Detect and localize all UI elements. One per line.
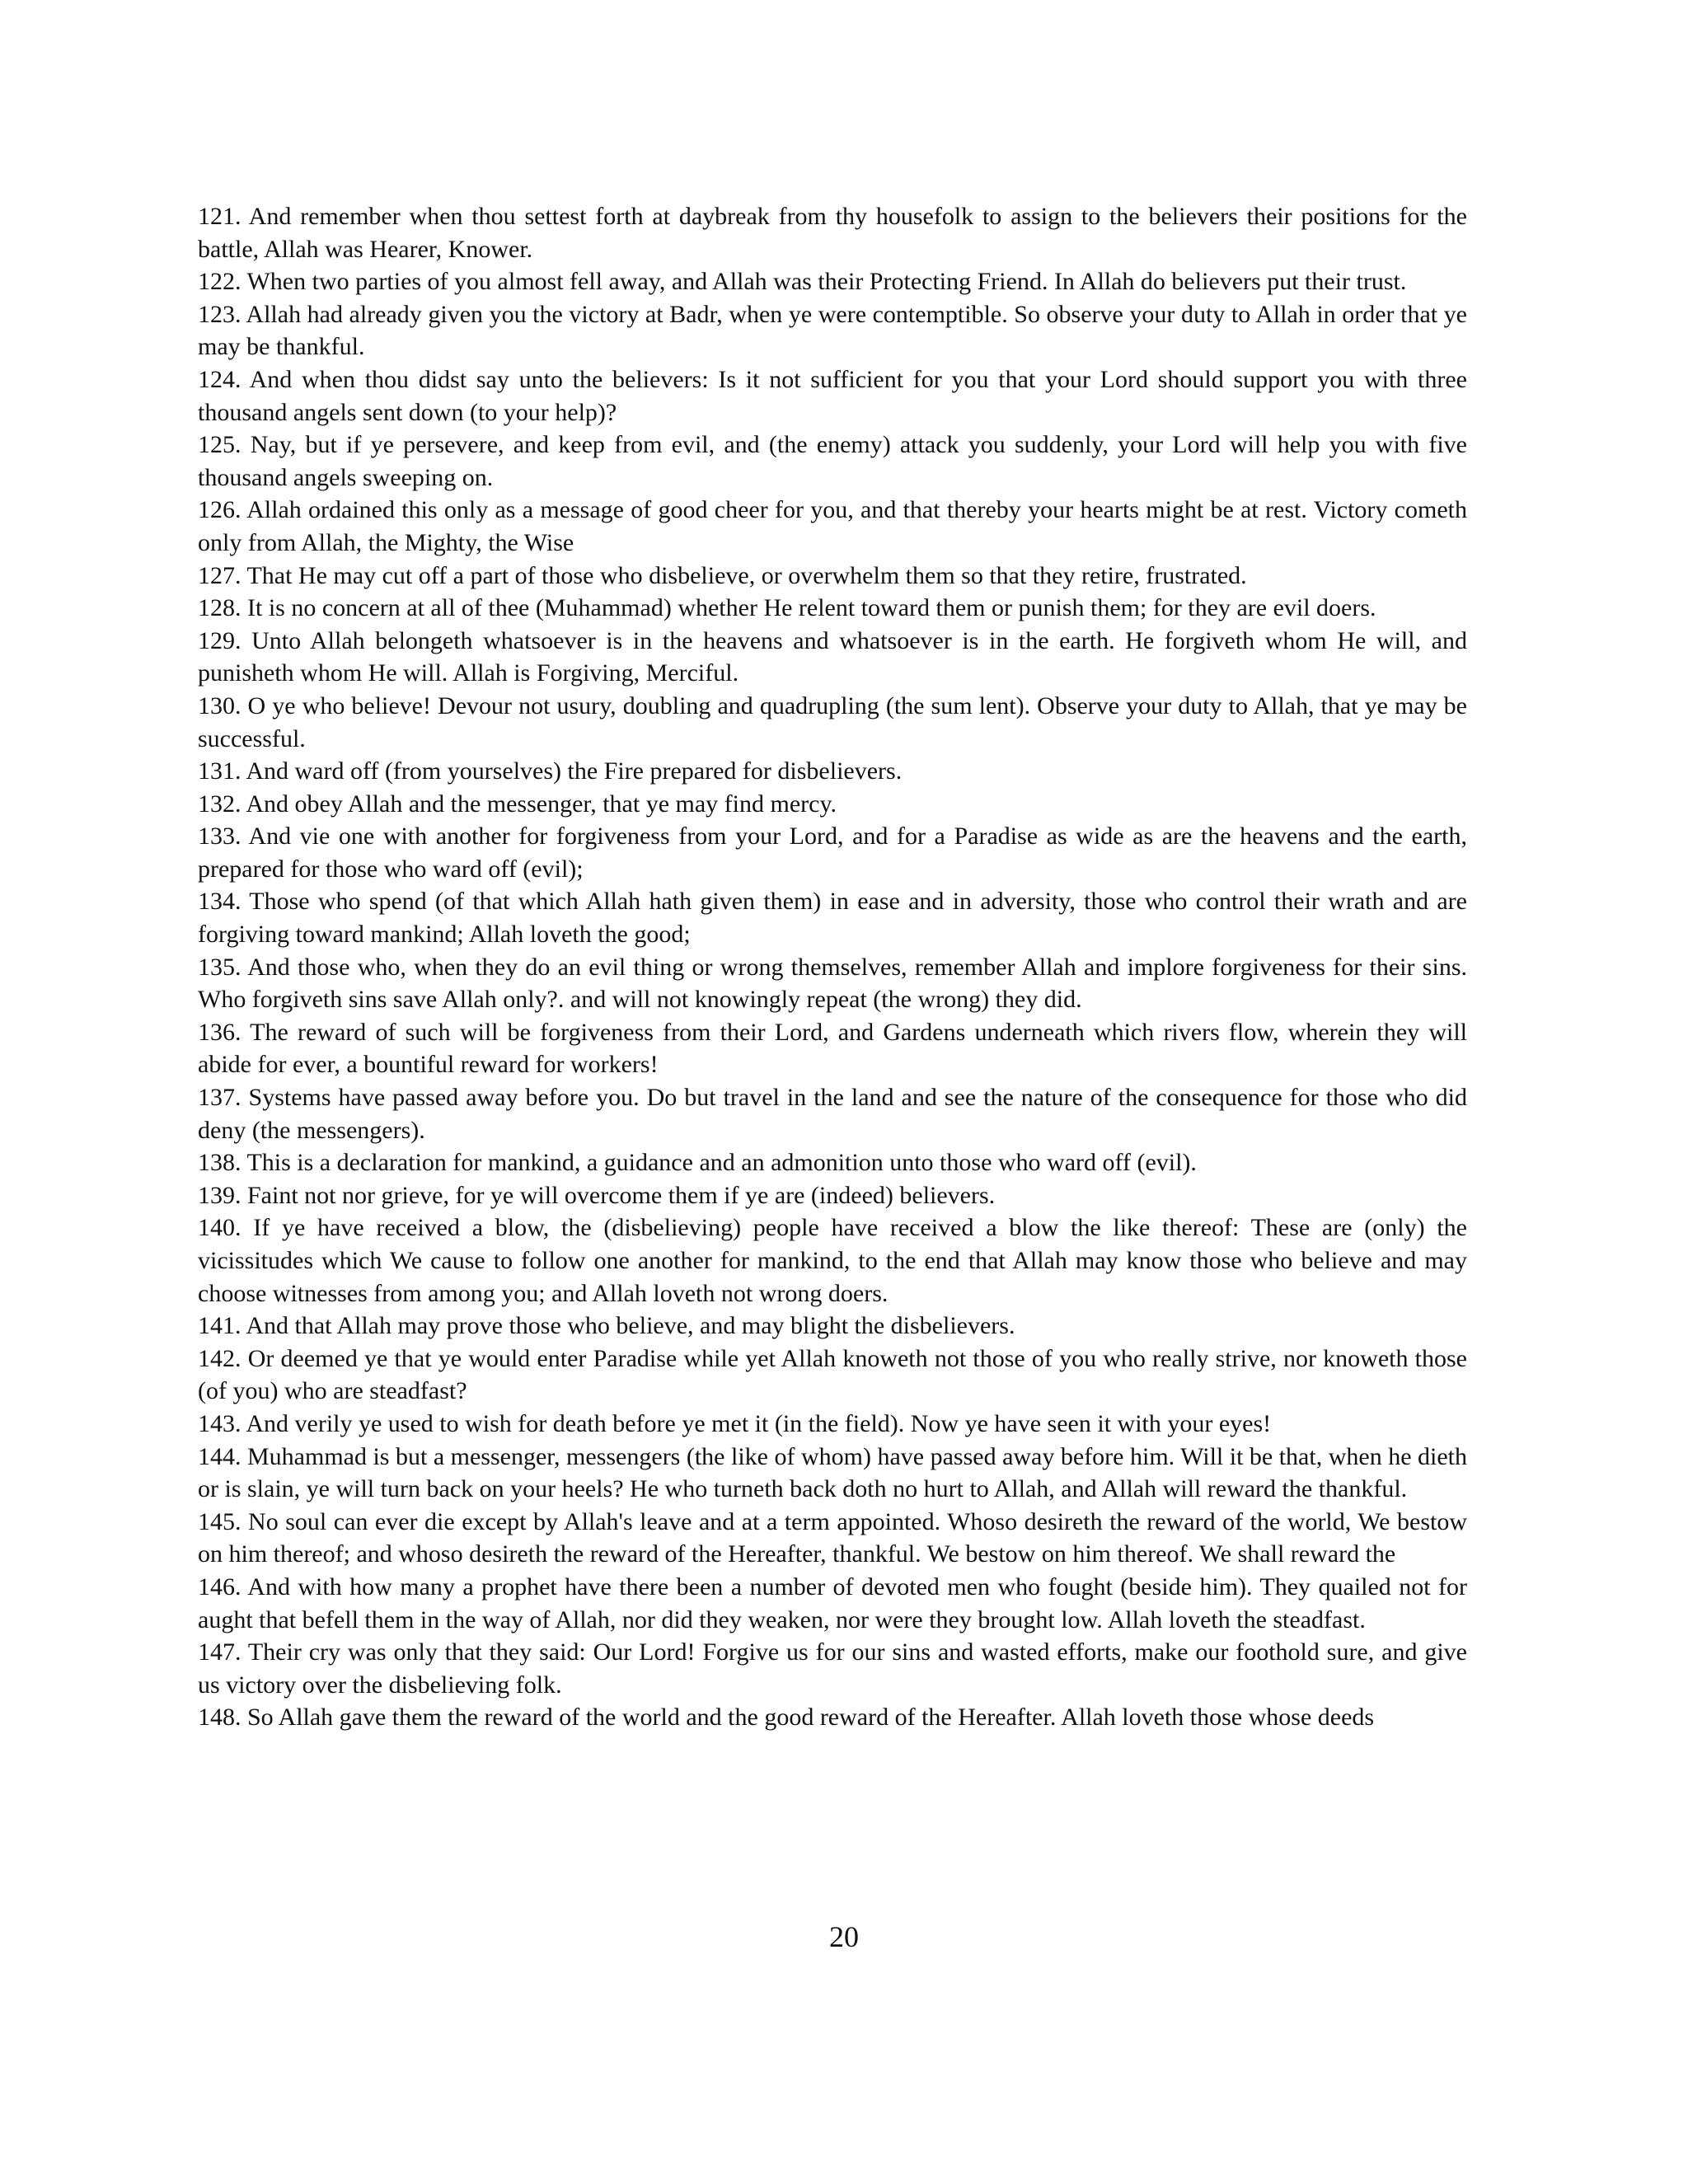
- verse-134: 134. Those who spend (of that which Allah hath given them) in ease and in adversity, those who control their wrath and are forgiving toward mankind; Allah loveth the good;: [198, 888, 1467, 949]
- verse-126: 126. Allah ordained this only as a message of good cheer for you, and that thereby your hearts might be at rest. Victory cometh only from Allah, the Mighty, the Wise: [198, 496, 1467, 556]
- verse-121: 121. And remember when thou settest forth at daybreak from thy housefolk to assign to the believers their positions for the battle, Allah was Hearer, Knower.: [198, 203, 1467, 263]
- verse-137: 137. Systems have passed away before you. Do but travel in the land and see the nature of the consequence for those who did deny (the messengers).: [198, 1084, 1467, 1144]
- page-number: 20: [829, 1920, 859, 1953]
- verse-146: 146. And with how many a prophet have there been a number of devoted men who fought (beside him). They quailed not for aught that befell them in the way of Allah, nor did they weaken, nor were they brought low. Allah loveth the steadfast.: [198, 1572, 1467, 1633]
- verse-132: 132. And obey Allah and the messenger, that ye may find mercy.: [198, 790, 837, 818]
- verse-136: 136. The reward of such will be forgiveness from their Lord, and Gardens underneath which rivers flow, wherein they will abide for ever, a bountiful reward for workers!: [198, 1018, 1467, 1079]
- verse-123: 123. Allah had already given you the victory at Badr, when ye were contemptible. So observe your duty to Allah in order that ye may be thankful.: [198, 300, 1467, 361]
- verse-129: 129. Unto Allah belongeth whatsoever is in the heavens and whatsoever is in the earth. He forgiveth whom He will, and punisheth whom He will. Allah is Forgiving, Merciful.: [198, 626, 1467, 687]
- verse-125: 125. Nay, but if ye persevere, and keep from evil, and (the enemy) attack you suddenly, your Lord will help you with five thousand angels sweeping on.: [198, 431, 1467, 491]
- verse-147: 147. Their cry was only that they said: Our Lord! Forgive us for our sins and wasted efforts, make our foothold sure, and give us victory over the disbelieving folk.: [198, 1638, 1467, 1699]
- verse-143: 143. And verily ye used to wish for death before ye met it (in the field). Now ye have seen it with your eyes!: [198, 1409, 1272, 1437]
- verse-127: 127. That He may cut off a part of those who disbelieve, or overwhelm them so that they retire, frustrated.: [198, 561, 1247, 589]
- verse-122: 122. When two parties of you almost fell away, and Allah was their Protecting Friend. In Allah do believers put their trust.: [198, 268, 1407, 296]
- verse-list: [198, 200, 1467, 1734]
- verse-138: 138. This is a declaration for mankind, a guidance and an admonition unto those who ward off (evil).: [198, 1149, 1197, 1177]
- verse-133: 133. And vie one with another for forgiveness from your Lord, and for a Paradise as wide as are the heavens and the earth, prepared for those who ward off (evil);: [198, 823, 1467, 883]
- verse-131: 131. And ward off (from yourselves) the Fire prepared for disbelievers.: [198, 757, 903, 785]
- verse-139: 139. Faint not nor grieve, for ye will overcome them if ye are (indeed) believers.: [198, 1181, 996, 1209]
- verse-128: 128. It is no concern at all of thee (Muhammad) whether He relent toward them or punish them; for they are evil doers.: [198, 594, 1376, 622]
- verse-130: 130. O ye who believe! Devour not usury, doubling and quadrupling (the sum lent). Observe your duty to Allah, that ye may be successful.: [198, 691, 1467, 752]
- verse-144: 144. Muhammad is but a messenger, messengers (the like of whom) have passed away before him. Will it be that, when he dieth or is slain, ye will turn back on your heels? He who turneth back doth no hurt to Allah, and Allah will reward the thankful.: [198, 1442, 1467, 1503]
- verse-140: 140. If ye have received a blow, the (disbelieving) people have received a blow the like thereof: These are (only) the vicissitudes which We cause to follow one another for mankind, to the end that Allah may know those who believe and may choose witnesses from among you; and Allah loveth not wrong doers.: [198, 1214, 1467, 1307]
- verse-148: 148. So Allah gave them the reward of the world and the good reward of the Hereafter. Allah loveth those whose deeds: [198, 1704, 1375, 1732]
- verse-142: 142. Or deemed ye that ye would enter Paradise while yet Allah knoweth not those of you who really strive, nor knoweth those (of you) who are steadfast?: [198, 1344, 1467, 1405]
- verse-145: 145. No soul can ever die except by Allah's leave and at a term appointed. Whoso desireth the reward of the world, We bestow on him thereof; and whoso desireth the reward of the Hereafter, thankful. We bestow on him thereof. We shall reward the: [198, 1507, 1467, 1568]
- verse-141: 141. And that Allah may prove those who believe, and may blight the disbelievers.: [198, 1312, 1015, 1340]
- verse-124: 124. And when thou didst say unto the believers: Is it not sufficient for you that your Lord should support you with three thousand angels sent down (to your help)?: [198, 365, 1467, 426]
- verse-135: 135. And those who, when they do an evil thing or wrong themselves, remember Allah and implore forgiveness for their sins. Who forgiveth sins save Allah only?. and will not knowingly repeat (the wrong) they did.: [198, 953, 1467, 1014]
